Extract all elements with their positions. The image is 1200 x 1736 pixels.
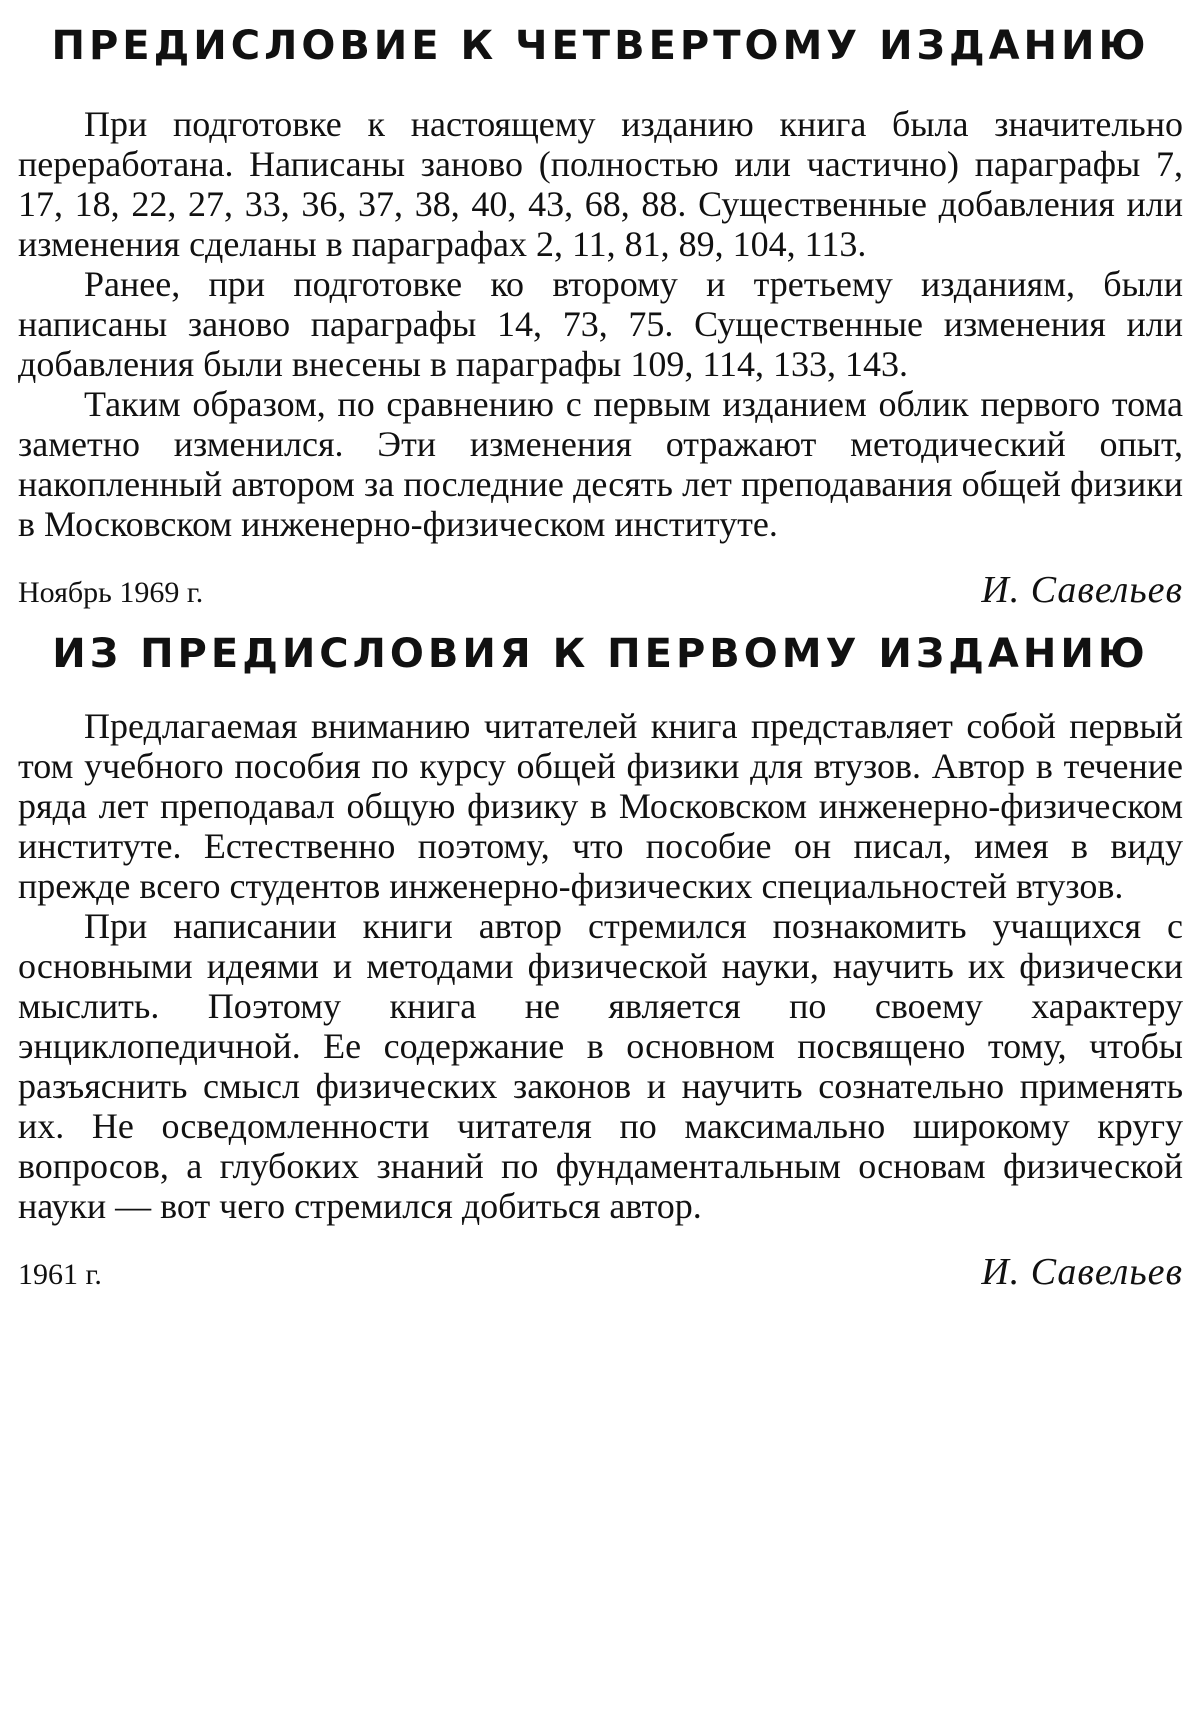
paragraph: Предлагаемая вниманию читателей книга представляет собой первый том учебного пособия по курсу общей физики для втузов. Автор в течение ряда лет преподавал общую физику в Московском инженерно-физическом институте. Естественно поэтому, что пособие он писал, имея в виду прежде всего студентов инженерно-физических специальностей втузов.	[18, 706, 1183, 906]
paragraph: Ранее, при подготовке ко второму и третьему изданиям, были написаны заново параграфы 14, 73, 75. Существенные изменения или добавления были внесены в параграфы 109, 114, 133, 143.	[18, 264, 1183, 384]
paragraph: При подготовке к настоящему изданию книга была значительно переработана. Написаны заново (полностью или частично) параграфы 7, 17, 18, 22, 27, 33, 36, 37, 38, 40, 43, 68, 88. Существенные добавления или изменения сделаны в параграфах 2, 11, 81, 89, 104, 113.	[18, 104, 1183, 264]
signature-line	[18, 1250, 1183, 1294]
document-page	[18, 18, 1183, 1294]
paragraph: При написании книги автор стремился познакомить учащихся с основными идеями и методами физической науки, научить их физически мыслить. Поэтому книга не является по своему характеру энциклопедичной. Ее содержание в основном посвящено тому, чтобы разъяснить смысл физических законов и научить сознательно применять их. Не осведомленности читателя по максимально широкому кругу вопросов, а глубоких знаний по фундаментальным основам физической науки — вот чего стремился добиться автор.	[18, 906, 1183, 1226]
paragraph: Таким образом, по сравнению с первым изданием облик первого тома заметно изменился. Эти изменения отражают методический опыт, накопленный автором за последние десять лет преподавания общей физики в Московском инженерно-физическом институте.	[18, 384, 1183, 544]
section-heading: ПРЕДИСЛОВИЕ К ЧЕТВЕРТОМУ ИЗДАНИЮ	[51, 23, 1150, 69]
date: 1961 г.	[18, 1258, 102, 1291]
date: Ноябрь 1969 г.	[18, 576, 204, 609]
signature-line	[18, 568, 1183, 612]
preface-fourth-edition	[18, 18, 1183, 612]
author-name: И. Савельев	[981, 569, 1183, 611]
author-name: И. Савельев	[981, 1251, 1183, 1293]
preface-first-edition	[18, 626, 1183, 1294]
section-heading: ИЗ ПРЕДИСЛОВИЯ К ПЕРВОМУ ИЗДАНИЮ	[52, 631, 1149, 677]
